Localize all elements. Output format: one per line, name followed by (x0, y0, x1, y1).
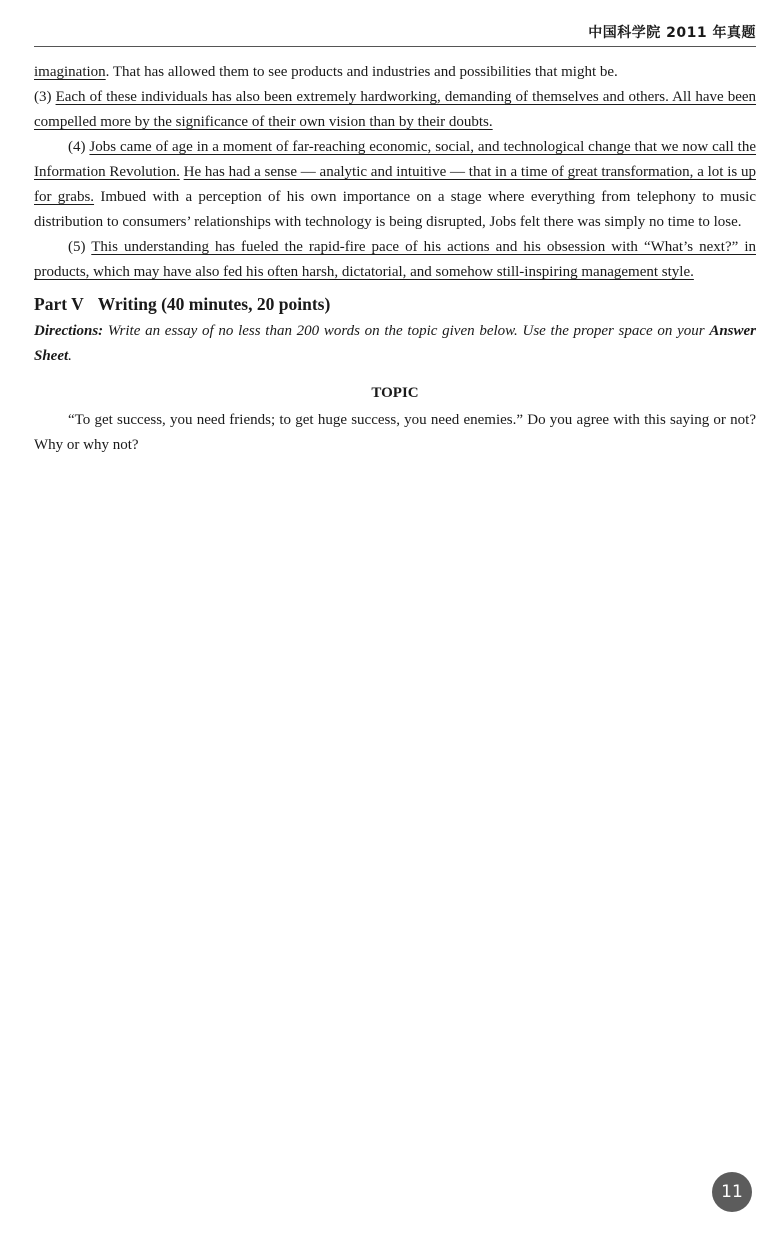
header-title: 中国科学院 2011 年真题 (588, 25, 756, 41)
underlined-text: imagination (34, 64, 106, 80)
underlined-text: This understanding has fueled the rapid-fire pace of his actions and his obsession with “What’s next?” in products, which may have also fed his often harsh, dictatorial, and somehow still-inspiring management style. (34, 239, 756, 280)
directions-end: . (68, 348, 72, 364)
underlined-text: He has had a sense — analytic and intuitive — that in a time of great transformation, a lot is up for grabs. (34, 164, 757, 205)
topic-text: “To get success, you need friends; to get huge success, you need enemies.” Do you agree with this saying or not? Why or why not? (34, 412, 756, 453)
paragraph-continuation (34, 60, 756, 85)
section-heading (34, 289, 756, 319)
page-content (34, 60, 756, 458)
answer-sheet-label: Answer Sheet (34, 323, 756, 364)
paragraph-number: (4) (68, 139, 86, 155)
page-header (34, 0, 756, 47)
paragraph-5 (34, 235, 756, 285)
directions-label: Directions: (34, 323, 104, 339)
directions-text: Write an essay of no less than 200 words on the topic given below. Use the proper space on your (103, 323, 710, 339)
underlined-text: Jobs came of age in a moment of far-reaching economic, social, and technological change that we now call the Information Revolution. (34, 139, 757, 180)
topic-heading: TOPIC (371, 385, 419, 401)
directions (34, 319, 756, 369)
paragraph-number: (5) (68, 239, 86, 255)
paragraph-number: (3) (34, 89, 52, 105)
part-details: (40 minutes, 20 points) (161, 294, 331, 314)
paragraph-3 (34, 85, 756, 135)
part-label: Part V (34, 294, 84, 314)
paragraph-text: Imbued with a perception of his own importance on a stage where everything from telephony to music distribution to consumers’ relationships with technology is being disrupted, Jobs felt there was simply no time to lose. (34, 189, 757, 230)
page-number-badge: 11 (712, 1172, 752, 1212)
underlined-text: Each of these individuals has also been extremely hardworking, demanding of themselves and others. All have been compelled more by the significance of their own vision than by their doubts. (34, 89, 757, 130)
paragraph-text: . That has allowed them to see products and industries and possibilities that might be. (105, 64, 618, 80)
paragraph-4 (34, 135, 756, 235)
part-title: Writing (97, 294, 157, 314)
